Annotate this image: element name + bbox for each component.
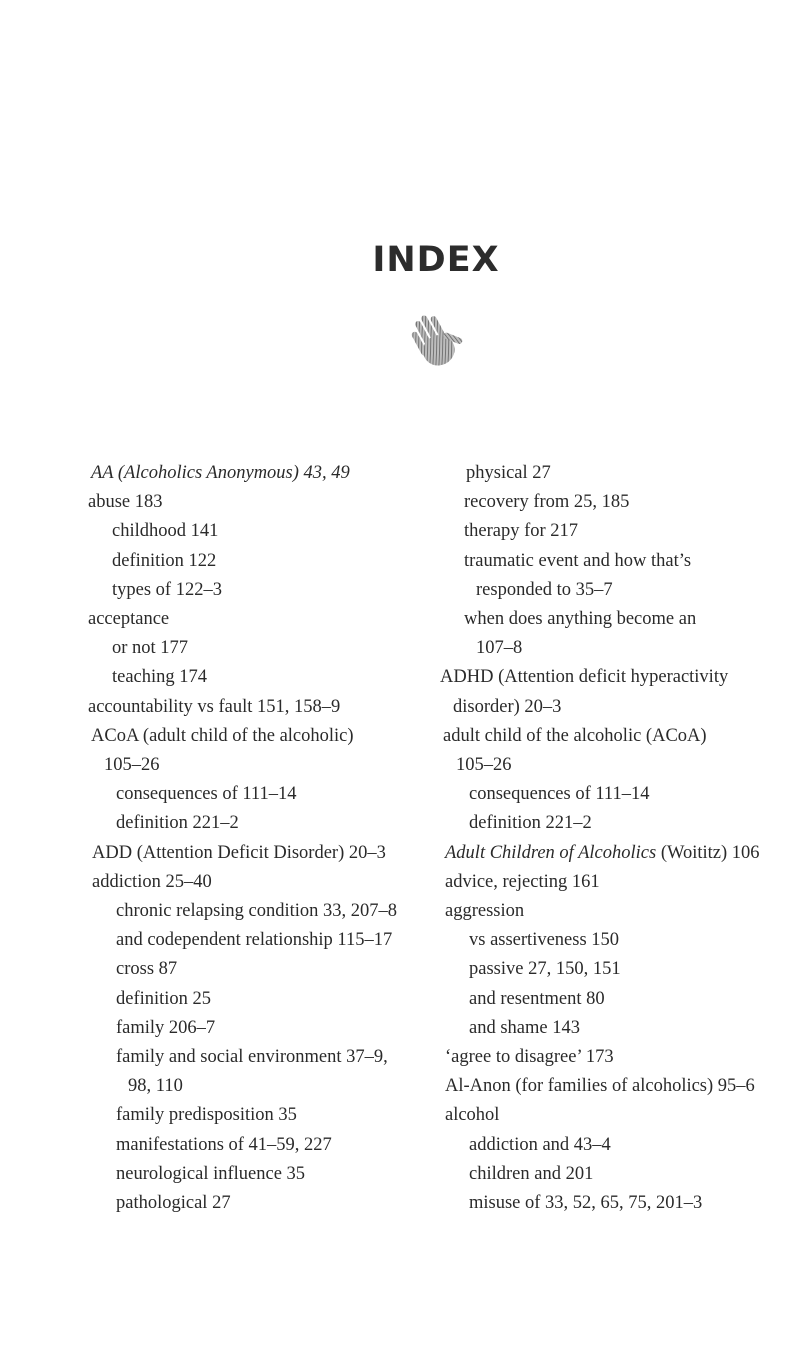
index-subentry: and resentment 80 <box>469 988 605 1009</box>
index-subentry: children and 201 <box>469 1163 594 1184</box>
index-subentry: and shame 143 <box>469 1017 580 1038</box>
book-title: Adult Children of Alcoholics <box>445 842 657 863</box>
index-subentry-continuation: responded to 35–7 <box>476 579 613 600</box>
index-subentry-continuation: 98, 110 <box>128 1076 183 1097</box>
index-subentry: passive 27, 150, 151 <box>469 959 621 980</box>
index-subentry: childhood 141 <box>112 521 219 542</box>
index-subentry: definition 122 <box>112 550 217 571</box>
index-entry: Al-Anon (for families of alcoholics) 95–6 <box>445 1076 755 1097</box>
handprint-icon <box>404 305 468 371</box>
index-entry: ACoA (adult child of the alcoholic) <box>91 725 354 746</box>
index-entry: ‘agree to disagree’ 173 <box>445 1047 614 1068</box>
page-title: INDEX <box>372 240 500 280</box>
index-entry: adult child of the alcoholic (ACoA) <box>443 725 707 746</box>
index-entry: accountability vs fault 151, 158–9 <box>88 696 341 717</box>
index-entry: advice, rejecting 161 <box>445 871 600 892</box>
index-subentry: definition 221–2 <box>469 813 592 834</box>
index-subentry-continuation: 107–8 <box>476 638 523 659</box>
index-subentry: consequences of 111–14 <box>469 784 650 805</box>
index-subentry: teaching 174 <box>112 667 208 688</box>
index-subentry: family predisposition 35 <box>116 1105 297 1126</box>
index-subentry: neurological influence 35 <box>116 1163 306 1184</box>
index-subentry: vs assertiveness 150 <box>469 930 620 951</box>
index-entry: ADHD (Attention deficit hyperactivity <box>440 667 729 688</box>
index-subentry: cross 87 <box>116 959 178 980</box>
index-subentry: traumatic event and how that’s <box>464 550 692 571</box>
index-subentry: family and social environment 37–9, <box>116 1047 388 1068</box>
index-entry: aggression <box>445 901 525 922</box>
index-subentry: chronic relapsing condition 33, 207–8 <box>116 901 398 922</box>
index-subentry: definition 25 <box>116 988 212 1009</box>
index-subentry: types of 122–3 <box>112 579 222 600</box>
index-right-column <box>440 459 780 1218</box>
index-entry <box>88 459 433 488</box>
index-subentry: misuse of 33, 52, 65, 75, 201–3 <box>469 1193 703 1214</box>
index-entry-continuation: disorder) 20–3 <box>453 696 562 717</box>
index-subentry: or not 177 <box>112 638 189 659</box>
index-subentry: when does anything become an <box>464 609 697 630</box>
index-subentry: physical 27 <box>466 463 551 483</box>
index-entry: acceptance <box>88 609 170 630</box>
index-entry: abuse 183 <box>88 492 163 513</box>
index-entry: addiction 25–40 <box>92 871 212 892</box>
index-left-column <box>88 459 433 1218</box>
index-entry-continuation: 105–26 <box>456 755 512 776</box>
index-entry: alcohol <box>445 1105 500 1126</box>
index-subentry: consequences of 111–14 <box>116 784 297 805</box>
index-entry-text: (Woititz) 106 <box>656 842 760 863</box>
index-subentry: definition 221–2 <box>116 813 239 834</box>
index-subentry: manifestations of 41–59, 227 <box>116 1134 332 1155</box>
index-subentry: pathological 27 <box>116 1193 231 1214</box>
index-entry-text: AA (Alcoholics Anonymous) 43, 49 <box>91 463 350 483</box>
index-entry <box>440 839 780 868</box>
index-subentry: family 206–7 <box>116 1017 216 1038</box>
index-entry: ADD (Attention Deficit Disorder) 20–3 <box>92 842 386 863</box>
index-subentry: and codependent relationship 115–17 <box>116 930 393 951</box>
index-entry-continuation: 105–26 <box>104 755 160 776</box>
index-subentry: recovery from 25, 185 <box>464 492 630 513</box>
index-subentry: addiction and 43–4 <box>469 1134 611 1155</box>
index-subentry: therapy for 217 <box>464 521 579 542</box>
